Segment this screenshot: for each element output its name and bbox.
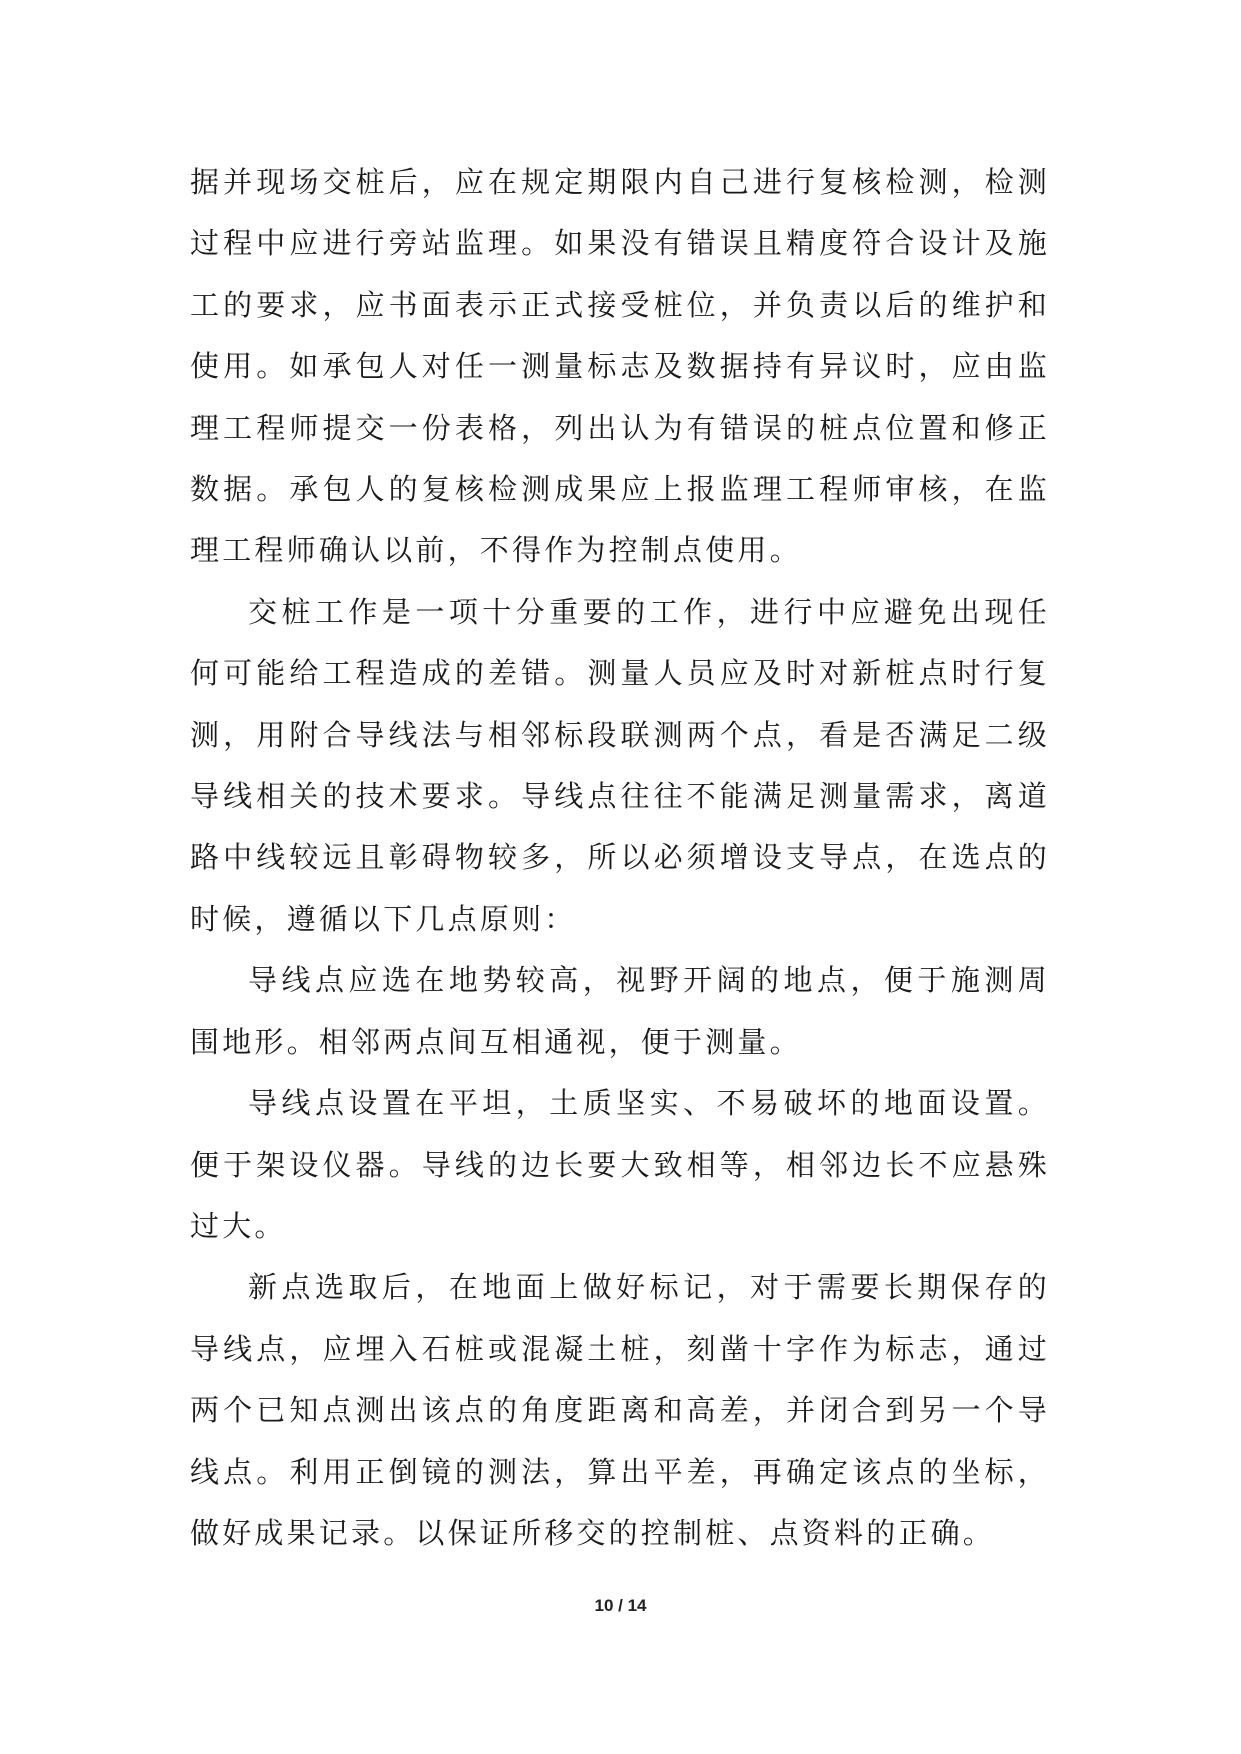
page-number: 10 / 14 xyxy=(594,1596,647,1615)
paragraph-4: 导线点设置在平坦，土质坚实、不易破坏的地面设置。便于架设仪器。导线的边长要大致相等，相邻边长不应悬殊过大。 xyxy=(190,1086,1050,1243)
paragraph-5: 新点选取后，在地面上做好标记，对于需要长期保存的导线点，应埋入石桩或混凝土桩，刻凿十字作为标志，通过两个已知点测出该点的角度距离和高差，并闭合到另一个导线点。利用正倒镜的测法，算出平差，再确定该点的坐标，做好成果记录。以保证所移交的控制桩、点资料的正确。 xyxy=(190,1270,1050,1550)
paragraph-1: 据并现场交桩后，应在规定期限内自己进行复核检测，检测过程中应进行旁站监理。如果没有错误且精度符合设计及施工的要求，应书面表示正式接受桩位，并负责以后的维护和使用。如承包人对任一测量标志及数据持有异议时，应由监理工程师提交一份表格，列出认为有错误的桩点位置和修正数据。承包人的复核检测成果应上报监理工程师审核，在监理工程师确认以前，不得作为控制点使用。 xyxy=(190,165,1050,568)
paragraph-3: 导线点应选在地势较高，视野开阔的地点，便于施测周围地形。相邻两点间互相通视，便于测量。 xyxy=(190,963,1050,1059)
document-body xyxy=(190,152,1050,1564)
paragraph-2: 交桩工作是一项十分重要的工作，进行中应避免出现任何可能给工程造成的差错。测量人员应及时对新桩点时行复测，用附合导线法与相邻标段联测两个点，看是否满足二级导线相关的技术要求。导线点往往不能满足测量需求，离道路中线较远且彰碍物较多，所以必须增设支导点，在选点的时候，遵循以下几点原则： xyxy=(190,594,1050,936)
